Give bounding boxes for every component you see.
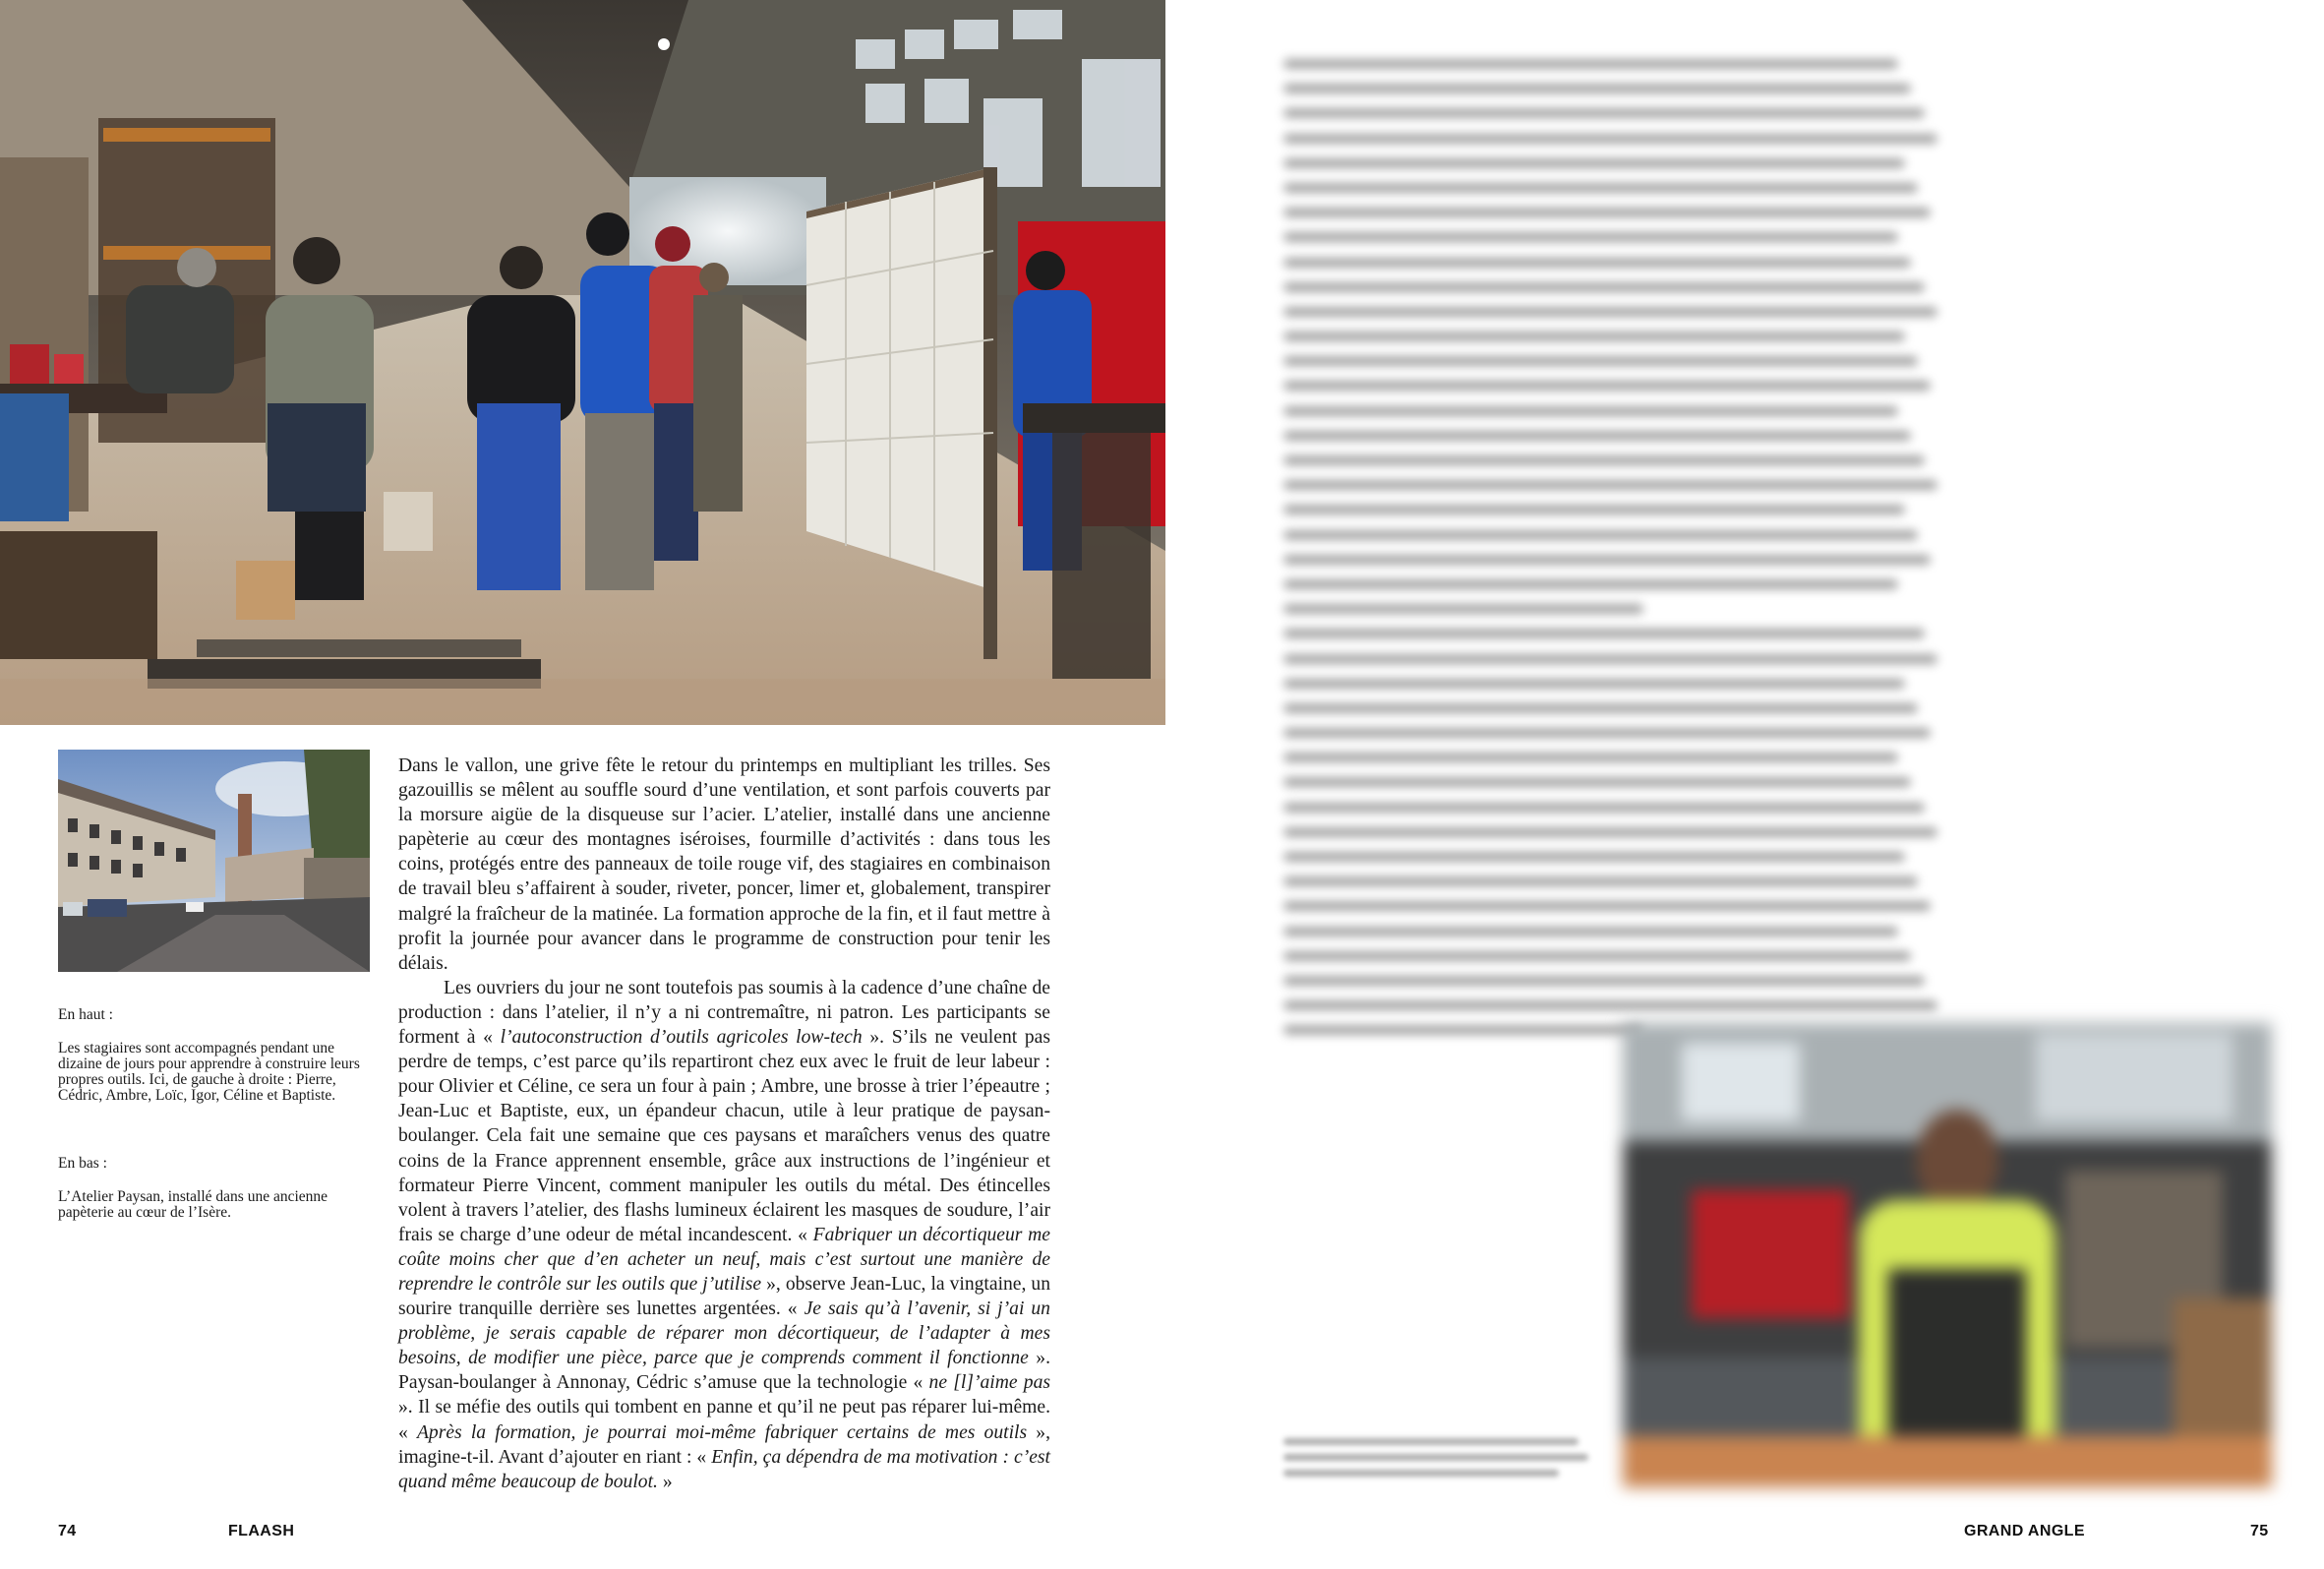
blurred-text-line <box>1283 84 1911 93</box>
blurred-text-line <box>1283 381 1931 391</box>
blurred-text-line <box>1283 258 1911 268</box>
blurred-text-line <box>1283 332 1905 341</box>
section-title: GRAND ANGLE <box>1964 1523 2085 1539</box>
article-quote: Fabriquer un décortiqueur me coûte moins cher que d’en acheter un neuf, mais c’est surtout une manière de reprendre le contrôle sur les outils que j’utilise <box>398 1224 1050 1295</box>
article-quote: l’autoconstruction d’outils agricoles low-tech <box>500 1027 863 1049</box>
blurred-text-line <box>1283 134 1937 144</box>
caption-top-label <box>58 1007 363 1023</box>
blurred-text-line <box>1283 753 1898 762</box>
blurred-text-line <box>1283 703 1918 713</box>
article-text: ». S’ils ne veulent pas perdre de temps, c’est parce qu’ils repartiront chez eux avec le fruit de leur labeur : pour Olivier et Céline, ce sera un four à pain ; Ambre, une brosse à trier l’épeautre ; Jean-Luc et Baptiste, eux, un épandeur chacun, utile à leur pratique de paysan-boulanger. Cela fait une semaine que ces paysans et maraîchers venus des quatre coins de la France apprennent ensemble, grâce aux instructions de l’ingénieur et formateur Pierre Vincent, comment manipuler les outils du métal. Des étincelles volent à travers l’atelier, des flashs lumineux éclairent les masques de soudure, l’air frais se charge d’une odeur de métal incandescent. « <box>398 1027 1050 1245</box>
blurred-text-line <box>1283 307 1937 317</box>
caption-top-label-text: En haut : <box>58 1006 113 1023</box>
blurred-text-line <box>1283 654 1937 664</box>
blurred-text-line <box>1283 59 1898 69</box>
blurred-text-line <box>1283 629 1925 638</box>
blurred-text-line <box>1283 108 1925 118</box>
article-quote: ne [l]’aime pas <box>928 1372 1050 1394</box>
blurred-text-line <box>1283 455 1925 465</box>
article-quote: Après la formation, je pourrai moi-même fabriquer certains de mes outils <box>416 1421 1028 1443</box>
blurred-caption <box>1283 1438 1588 1485</box>
blurred-text-line <box>1283 158 1905 168</box>
caption-bottom-label <box>58 1156 363 1172</box>
blurred-text-line <box>1283 604 1643 614</box>
blurred-text-line <box>1283 406 1898 416</box>
article-text: », imagine-t-il. Avant d’ajouter en riant : « <box>398 1421 1050 1468</box>
blurred-text-line <box>1283 827 1937 837</box>
blurred-text-line <box>1283 431 1911 441</box>
magazine-title: FLAASH <box>228 1523 295 1539</box>
article-paragraph-2 <box>398 976 1050 1494</box>
article-paragraph-1: Dans le vallon, une grive fête le retour du printemps en multipliant les trilles. Ses gazouillis se mêlent au souffle sourd d’une ventilation, et sont parfois couverts par la morsure aigüe de la disqueuse sur l’acier. L’atelier, installé dans une ancienne papèterie au cœur des montagnes iséroises, fourmille d’activités : dans tous les coins, protégés entre des panneaux de toile rouge vif, des stagiaires en combinaison de travail bleu s’affairent à souder, riveter, poncer, limer et, globalement, transpirer malgré la fraîcheur de la matinée. La formation approche de la fin, et il faut mettre à profit la journée pour avancer dans le programme de construction pour tenir les délais. <box>398 755 1050 974</box>
blurred-text-line <box>1283 976 1925 986</box>
blurred-text-line <box>1283 1000 1937 1010</box>
blurred-text-line <box>1283 579 1898 589</box>
blurred-text-line <box>1283 777 1911 787</box>
blurred-text-line <box>1283 728 1931 738</box>
blurred-text-line <box>1283 505 1905 514</box>
blurred-text-line <box>1283 803 1925 813</box>
caption-bottom-text <box>58 1189 363 1221</box>
article-text: ». Paysan-boulanger à Annonay, Cédric s’amuse que la technologie « <box>398 1348 1050 1394</box>
article-text: », observe Jean-Luc, la vingtaine, un sourire tranquille derrière ses lunettes argentées. « <box>398 1273 1050 1320</box>
blurred-text-line <box>1283 1025 1643 1035</box>
blurred-text-line <box>1283 480 1937 490</box>
caption-bottom-label-text: En bas : <box>58 1155 107 1172</box>
caption-top-text <box>58 1041 363 1104</box>
blurred-text-line <box>1283 679 1905 689</box>
blurred-text-line <box>1283 901 1931 911</box>
blurred-text-line <box>1283 282 1925 292</box>
factory-building-photo <box>58 750 370 972</box>
caption-bottom-body: L’Atelier Paysan, installé dans une ancienne papèterie au cœur de l’Isère. <box>58 1188 328 1221</box>
blurred-text-line <box>1283 927 1898 936</box>
blurred-portrait-photo <box>1623 1023 2272 1487</box>
blurred-text-line <box>1283 852 1905 862</box>
blurred-text-line <box>1283 555 1931 565</box>
article-quote: Je sais qu’à l’avenir, si j’ai un problème, je serais capable de réparer mon décortiqueur, de l’adapter à mes besoins, de modifier une pièce, parce que je comprends comment il fonctionne <box>398 1298 1050 1369</box>
article-quote: Enfin, ça dépendra de ma motivation : c’est quand même beaucoup de boulot. <box>398 1446 1050 1492</box>
article-text: ». Il se méfie des outils qui tombent en panne et qu’il ne peut pas réparer lui-même. « <box>398 1397 1050 1443</box>
blurred-text-line <box>1283 530 1918 540</box>
blurred-text-line <box>1283 356 1918 366</box>
blurred-text-line <box>1283 951 1911 961</box>
blurred-text-line <box>1283 876 1918 886</box>
workshop-photo <box>0 0 1165 725</box>
blurred-text-line <box>1283 208 1931 217</box>
page-number-left: 74 <box>58 1523 77 1539</box>
blurred-text-line <box>1283 183 1918 193</box>
article-body <box>398 754 1050 1494</box>
article-text: » <box>657 1471 673 1492</box>
page-number-right: 75 <box>2250 1523 2269 1539</box>
article-text: Les ouvriers du jour ne sont toutefois pas soumis à la cadence d’une chaîne de production : dans l’atelier, il n’y a ni contremaître, ni patron. Les participants se forment à « <box>398 977 1050 1049</box>
blurred-text-column <box>1283 59 1937 1053</box>
blurred-text-line <box>1283 232 1898 242</box>
caption-top-body: Les stagiaires sont accompagnés pendant une dizaine de jours pour apprendre à construire leurs propres outils. Ici, de gauche à droite : Pierre, Cédric, Ambre, Loïc, Igor, Céline et Baptiste. <box>58 1040 360 1104</box>
